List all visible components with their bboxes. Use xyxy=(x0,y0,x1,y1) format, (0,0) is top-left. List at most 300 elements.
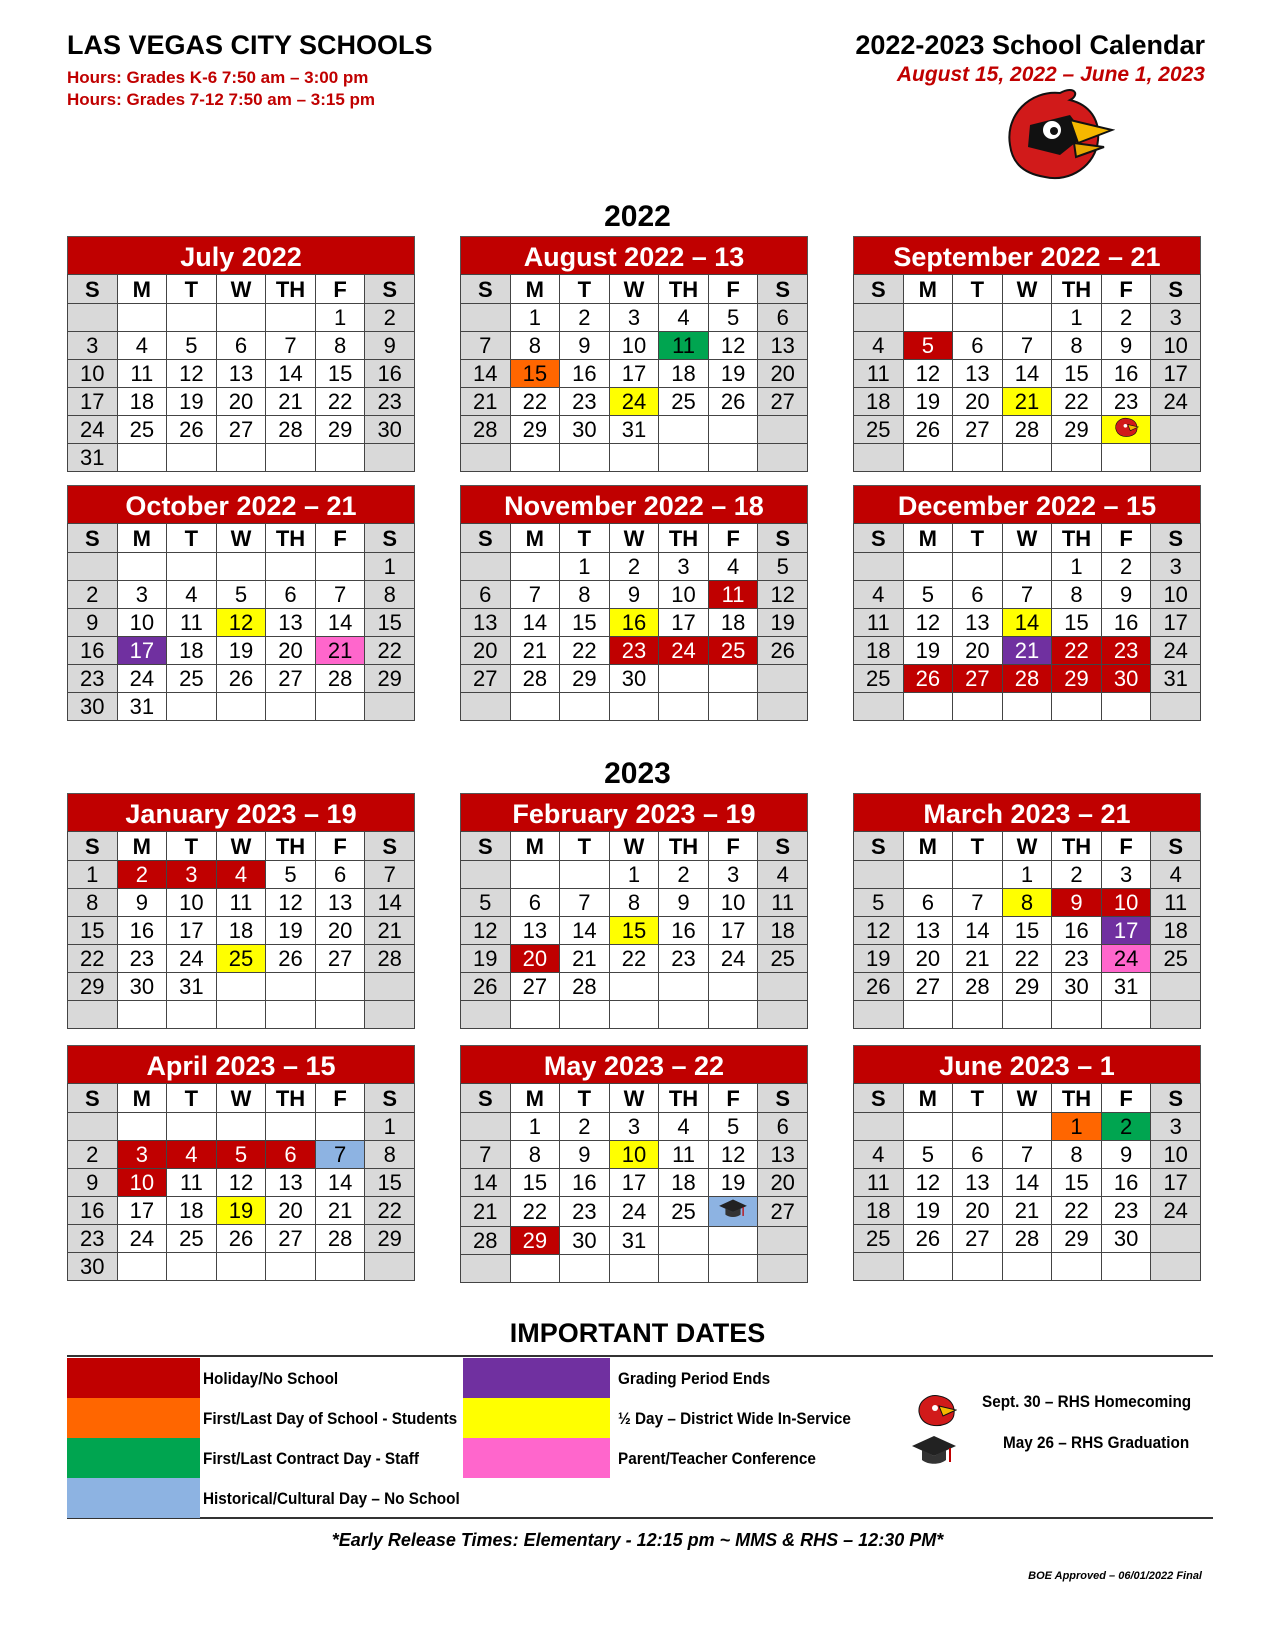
day-cell: 21 xyxy=(1002,1197,1052,1225)
empty-cell xyxy=(266,693,316,721)
weekday-header: M xyxy=(117,832,167,861)
weekday-header: TH xyxy=(266,524,316,553)
day-cell: 9 xyxy=(659,889,709,917)
day-cell: 30 xyxy=(1101,1225,1151,1253)
day-cell: 14 xyxy=(461,1169,511,1197)
empty-cell xyxy=(708,665,758,693)
empty-cell xyxy=(854,444,904,472)
weekday-header: T xyxy=(167,524,217,553)
month-table xyxy=(853,523,1201,721)
day-cell: 5 xyxy=(167,332,217,360)
day-cell: 7 xyxy=(510,581,560,609)
empty-cell xyxy=(315,553,365,581)
day-cell: 18 xyxy=(167,1197,217,1225)
day-cell: 3 xyxy=(609,304,659,332)
day-cell: 1 xyxy=(68,861,118,889)
day-cell: 6 xyxy=(510,889,560,917)
month-title: November 2022 – 18 xyxy=(460,485,808,523)
day-cell: 27 xyxy=(758,1197,808,1227)
day-cell: 28 xyxy=(461,1227,511,1255)
day-cell: 4 xyxy=(216,861,266,889)
day-cell: 22 xyxy=(1052,1197,1102,1225)
weekday-header: T xyxy=(560,524,610,553)
month-title: December 2022 – 15 xyxy=(853,485,1201,523)
weekday-header: F xyxy=(1101,832,1151,861)
day-cell: 30 xyxy=(1052,973,1102,1001)
empty-cell xyxy=(216,1001,266,1029)
empty-cell xyxy=(953,304,1003,332)
day-cell: 20 xyxy=(266,1197,316,1225)
weekday-header: M xyxy=(117,1084,167,1113)
weekday-header: S xyxy=(758,1084,808,1113)
day-cell: 3 xyxy=(659,553,709,581)
empty-cell xyxy=(1052,1001,1102,1029)
day-cell: 18 xyxy=(167,637,217,665)
historical-swatch xyxy=(67,1478,200,1518)
day-cell: 21 xyxy=(461,1197,511,1227)
empty-cell xyxy=(167,553,217,581)
empty-cell xyxy=(461,553,511,581)
day-cell: 22 xyxy=(1052,388,1102,416)
day-cell: 12 xyxy=(903,609,953,637)
day-cell: 10 xyxy=(708,889,758,917)
weekday-header: S xyxy=(758,832,808,861)
empty-cell xyxy=(708,1255,758,1283)
month-calendar xyxy=(853,1045,1201,1281)
important-dates-title: IMPORTANT DATES xyxy=(509,1318,766,1348)
day-cell: 25 xyxy=(659,388,709,416)
day-cell: 1 xyxy=(1052,553,1102,581)
weekday-header: W xyxy=(1002,524,1052,553)
empty-cell xyxy=(953,861,1003,889)
day-cell: 18 xyxy=(708,609,758,637)
day-cell: 17 xyxy=(1151,609,1201,637)
boe-approval: BOE Approved – 06/01/2022 Final xyxy=(1028,1570,1202,1582)
weekday-header: W xyxy=(216,275,266,304)
day-cell: 19 xyxy=(167,388,217,416)
day-cell: 5 xyxy=(708,1113,758,1141)
day-cell: 2 xyxy=(1101,304,1151,332)
empty-cell xyxy=(659,416,709,444)
day-cell: 15 xyxy=(315,360,365,388)
month-table xyxy=(853,274,1201,472)
day-cell: 31 xyxy=(609,416,659,444)
day-cell: 26 xyxy=(903,665,953,693)
month-table xyxy=(460,1083,808,1283)
empty-cell xyxy=(510,693,560,721)
day-cell: 28 xyxy=(560,973,610,1001)
empty-cell xyxy=(1101,693,1151,721)
empty-cell xyxy=(1101,1253,1151,1281)
weekday-header: TH xyxy=(659,524,709,553)
weekday-header: TH xyxy=(266,832,316,861)
day-cell: 29 xyxy=(315,416,365,444)
year-heading-2023: 2023 xyxy=(604,757,671,790)
day-cell: 8 xyxy=(1052,581,1102,609)
empty-cell xyxy=(68,1001,118,1029)
day-cell: 23 xyxy=(560,1197,610,1227)
day-cell: 21 xyxy=(1002,637,1052,665)
weekday-header: W xyxy=(216,524,266,553)
day-cell: 15 xyxy=(510,1169,560,1197)
empty-cell xyxy=(758,665,808,693)
day-cell: 3 xyxy=(1151,1113,1201,1141)
empty-cell xyxy=(708,416,758,444)
day-cell: 1 xyxy=(365,1113,415,1141)
month-table xyxy=(67,1083,415,1281)
day-cell: 24 xyxy=(609,1197,659,1227)
day-cell: 30 xyxy=(1101,665,1151,693)
day-cell: 24 xyxy=(609,388,659,416)
day-cell: 29 xyxy=(365,665,415,693)
day-cell: 3 xyxy=(117,1141,167,1169)
empty-cell xyxy=(560,861,610,889)
day-cell: 28 xyxy=(365,945,415,973)
day-cell: 25 xyxy=(854,416,904,444)
empty-cell xyxy=(1151,416,1201,444)
day-cell: 13 xyxy=(266,1169,316,1197)
day-cell: 10 xyxy=(609,332,659,360)
empty-cell xyxy=(1052,444,1102,472)
cardinal-mascot-logo xyxy=(1000,85,1115,185)
day-cell: 24 xyxy=(167,945,217,973)
day-cell: 29 xyxy=(1052,416,1102,444)
day-cell: 1 xyxy=(1002,861,1052,889)
month-calendar xyxy=(67,485,415,721)
day-cell: 27 xyxy=(758,388,808,416)
empty-cell xyxy=(659,444,709,472)
empty-cell xyxy=(609,1255,659,1283)
weekday-header: F xyxy=(1101,1084,1151,1113)
empty-cell xyxy=(758,973,808,1001)
day-cell: 8 xyxy=(365,581,415,609)
day-cell: 16 xyxy=(609,609,659,637)
day-cell: 9 xyxy=(1101,1141,1151,1169)
empty-cell xyxy=(903,1113,953,1141)
day-cell: 12 xyxy=(854,917,904,945)
month-table xyxy=(853,1083,1201,1281)
day-cell: 15 xyxy=(365,1169,415,1197)
calendar-title: 2022-2023 School Calendar xyxy=(855,30,1205,60)
day-cell: 22 xyxy=(510,388,560,416)
day-cell: 13 xyxy=(758,332,808,360)
month-calendar xyxy=(67,793,415,1029)
day-cell: 8 xyxy=(1002,889,1052,917)
day-cell: 16 xyxy=(560,360,610,388)
weekday-header: M xyxy=(903,524,953,553)
empty-cell xyxy=(903,1253,953,1281)
day-cell: 30 xyxy=(117,973,167,1001)
month-calendar xyxy=(853,793,1201,1029)
day-cell: 16 xyxy=(560,1169,610,1197)
day-cell: 21 xyxy=(315,637,365,665)
day-cell: 5 xyxy=(903,332,953,360)
day-cell: 24 xyxy=(1101,945,1151,973)
empty-cell xyxy=(1002,1113,1052,1141)
day-cell: 13 xyxy=(266,609,316,637)
month-title: July 2022 xyxy=(67,236,415,274)
empty-cell xyxy=(315,693,365,721)
weekday-header: S xyxy=(365,832,415,861)
weekday-header: F xyxy=(315,1084,365,1113)
day-cell: 20 xyxy=(953,388,1003,416)
day-cell: 31 xyxy=(117,693,167,721)
weekday-header: S xyxy=(461,1084,511,1113)
empty-cell xyxy=(953,1253,1003,1281)
weekday-header: M xyxy=(510,832,560,861)
day-cell: 23 xyxy=(68,1225,118,1253)
weekday-header: M xyxy=(510,1084,560,1113)
day-cell: 16 xyxy=(68,1197,118,1225)
day-cell: 28 xyxy=(315,665,365,693)
weekday-header: F xyxy=(708,1084,758,1113)
day-cell: 13 xyxy=(510,917,560,945)
day-cell: 17 xyxy=(1151,360,1201,388)
day-cell: 28 xyxy=(315,1225,365,1253)
weekday-header: S xyxy=(854,1084,904,1113)
day-cell: 12 xyxy=(903,360,953,388)
empty-cell xyxy=(1151,1253,1201,1281)
day-cell: 6 xyxy=(266,581,316,609)
day-cell: 15 xyxy=(1052,609,1102,637)
day-cell: 27 xyxy=(953,416,1003,444)
day-cell: 21 xyxy=(1002,388,1052,416)
weekday-header: S xyxy=(461,524,511,553)
day-cell: 27 xyxy=(903,973,953,1001)
day-cell: 18 xyxy=(659,360,709,388)
graduation-note: May 26 – RHS Graduation xyxy=(1003,1433,1190,1452)
day-cell: 24 xyxy=(708,945,758,973)
day-cell: 18 xyxy=(854,388,904,416)
day-cell: 13 xyxy=(903,917,953,945)
day-cell: 28 xyxy=(953,973,1003,1001)
day-cell: 26 xyxy=(167,416,217,444)
day-cell: 15 xyxy=(609,917,659,945)
day-cell: 20 xyxy=(758,360,808,388)
day-cell: 14 xyxy=(315,609,365,637)
day-cell: 5 xyxy=(903,1141,953,1169)
day-cell: 30 xyxy=(560,1227,610,1255)
hours-7-12: Hours: Grades 7-12 7:50 am – 3:15 pm xyxy=(67,90,376,109)
day-cell: 11 xyxy=(1151,889,1201,917)
day-cell: 1 xyxy=(510,304,560,332)
empty-cell xyxy=(903,444,953,472)
day-cell: 8 xyxy=(1052,1141,1102,1169)
weekday-header: T xyxy=(167,832,217,861)
day-cell: 12 xyxy=(216,609,266,637)
weekday-header: TH xyxy=(1052,1084,1102,1113)
empty-cell xyxy=(216,973,266,1001)
empty-cell xyxy=(216,1253,266,1281)
empty-cell xyxy=(266,1253,316,1281)
weekday-header: W xyxy=(609,832,659,861)
day-cell: 7 xyxy=(1002,332,1052,360)
day-cell: 22 xyxy=(365,1197,415,1225)
empty-cell xyxy=(315,444,365,472)
day-cell: 17 xyxy=(117,637,167,665)
day-cell: 10 xyxy=(609,1141,659,1169)
day-cell: 28 xyxy=(1002,416,1052,444)
day-cell: 25 xyxy=(708,637,758,665)
empty-cell xyxy=(216,444,266,472)
weekday-header: TH xyxy=(659,275,709,304)
divider xyxy=(67,1355,1213,1357)
day-cell: 10 xyxy=(1151,581,1201,609)
day-cell: 21 xyxy=(560,945,610,973)
half-day-swatch xyxy=(463,1398,610,1438)
day-cell: 17 xyxy=(708,917,758,945)
legend-conference: Parent/Teacher Conference xyxy=(618,1449,816,1468)
day-cell: 7 xyxy=(315,581,365,609)
empty-cell xyxy=(854,1253,904,1281)
month-title: August 2022 – 13 xyxy=(460,236,808,274)
weekday-header: W xyxy=(609,524,659,553)
day-cell: 6 xyxy=(216,332,266,360)
month-table xyxy=(460,274,808,472)
day-cell: 19 xyxy=(266,917,316,945)
weekday-header: F xyxy=(315,832,365,861)
day-cell: 18 xyxy=(659,1169,709,1197)
empty-cell xyxy=(758,416,808,444)
day-cell: 11 xyxy=(854,609,904,637)
day-cell: 9 xyxy=(1052,889,1102,917)
day-cell: 9 xyxy=(1101,332,1151,360)
empty-cell xyxy=(216,304,266,332)
day-cell: 8 xyxy=(1052,332,1102,360)
day-cell: 22 xyxy=(609,945,659,973)
day-cell: 25 xyxy=(117,416,167,444)
day-cell: 14 xyxy=(953,917,1003,945)
month-calendar xyxy=(460,793,808,1029)
empty-cell xyxy=(953,444,1003,472)
legend-historical: Historical/Cultural Day – No School xyxy=(203,1489,460,1508)
day-cell: 12 xyxy=(216,1169,266,1197)
month-title: May 2023 – 22 xyxy=(460,1045,808,1083)
empty-cell xyxy=(1002,1253,1052,1281)
weekday-header: TH xyxy=(266,1084,316,1113)
day-cell: 19 xyxy=(216,1197,266,1225)
empty-cell xyxy=(1151,1001,1201,1029)
empty-cell xyxy=(68,553,118,581)
day-cell: 26 xyxy=(461,973,511,1001)
empty-cell xyxy=(708,973,758,1001)
day-cell: 26 xyxy=(903,1225,953,1253)
empty-cell xyxy=(659,665,709,693)
weekday-header: F xyxy=(708,832,758,861)
empty-cell xyxy=(1002,304,1052,332)
day-cell: 5 xyxy=(216,1141,266,1169)
day-cell: 2 xyxy=(68,581,118,609)
empty-cell xyxy=(461,1255,511,1283)
day-cell: 2 xyxy=(560,304,610,332)
empty-cell xyxy=(1101,444,1151,472)
day-cell: 11 xyxy=(708,581,758,609)
weekday-header: S xyxy=(68,1084,118,1113)
day-cell: 31 xyxy=(1151,665,1201,693)
empty-cell xyxy=(510,553,560,581)
district-name: LAS VEGAS CITY SCHOOLS xyxy=(67,30,433,60)
day-cell: 27 xyxy=(953,665,1003,693)
empty-cell xyxy=(315,1113,365,1141)
day-cell: 28 xyxy=(510,665,560,693)
day-cell: 7 xyxy=(315,1141,365,1169)
day-cell: 14 xyxy=(560,917,610,945)
day-cell: 26 xyxy=(854,973,904,1001)
empty-cell xyxy=(117,444,167,472)
month-table xyxy=(460,523,808,721)
day-cell: 8 xyxy=(609,889,659,917)
day-cell: 26 xyxy=(216,1225,266,1253)
weekday-header: M xyxy=(510,524,560,553)
weekday-header: S xyxy=(854,832,904,861)
day-cell: 14 xyxy=(1002,1169,1052,1197)
graduation-cap-icon xyxy=(910,1432,958,1470)
empty-cell xyxy=(903,693,953,721)
month-calendar xyxy=(460,1045,808,1283)
day-cell: 12 xyxy=(167,360,217,388)
month-title: June 2023 – 1 xyxy=(853,1045,1201,1083)
day-cell: 2 xyxy=(1101,553,1151,581)
day-cell: 5 xyxy=(903,581,953,609)
day-cell: 6 xyxy=(953,1141,1003,1169)
weekday-header: TH xyxy=(1052,275,1102,304)
empty-cell xyxy=(68,1113,118,1141)
day-cell: 6 xyxy=(315,861,365,889)
weekday-header: S xyxy=(68,832,118,861)
day-cell: 4 xyxy=(854,581,904,609)
day-cell: 22 xyxy=(365,637,415,665)
day-cell: 13 xyxy=(461,609,511,637)
day-cell: 19 xyxy=(758,609,808,637)
day-cell: 19 xyxy=(854,945,904,973)
day-cell: 29 xyxy=(68,973,118,1001)
day-cell: 23 xyxy=(117,945,167,973)
empty-cell xyxy=(560,444,610,472)
legend-grading: Grading Period Ends xyxy=(618,1369,771,1388)
weekday-header: S xyxy=(68,275,118,304)
day-cell: 24 xyxy=(68,416,118,444)
day-cell: 26 xyxy=(266,945,316,973)
day-cell: 27 xyxy=(461,665,511,693)
empty-cell xyxy=(266,1113,316,1141)
empty-cell xyxy=(758,1255,808,1283)
day-cell: 27 xyxy=(953,1225,1003,1253)
empty-cell xyxy=(659,693,709,721)
day-cell: 3 xyxy=(117,581,167,609)
weekday-header: S xyxy=(365,275,415,304)
day-cell: 22 xyxy=(68,945,118,973)
day-cell: 20 xyxy=(216,388,266,416)
day-cell xyxy=(1101,416,1151,444)
day-cell: 15 xyxy=(365,609,415,637)
day-cell: 23 xyxy=(68,665,118,693)
empty-cell xyxy=(560,1001,610,1029)
weekday-header: F xyxy=(315,524,365,553)
day-cell: 14 xyxy=(1002,360,1052,388)
day-cell: 25 xyxy=(854,1225,904,1253)
legend-holiday: Holiday/No School xyxy=(203,1369,339,1388)
day-cell: 13 xyxy=(953,360,1003,388)
day-cell: 21 xyxy=(461,388,511,416)
day-cell: 10 xyxy=(117,609,167,637)
day-cell: 6 xyxy=(758,1113,808,1141)
empty-cell xyxy=(609,693,659,721)
day-cell: 2 xyxy=(560,1113,610,1141)
empty-cell xyxy=(365,1253,415,1281)
empty-cell xyxy=(461,1001,511,1029)
weekday-header: W xyxy=(1002,832,1052,861)
day-cell: 22 xyxy=(510,1197,560,1227)
